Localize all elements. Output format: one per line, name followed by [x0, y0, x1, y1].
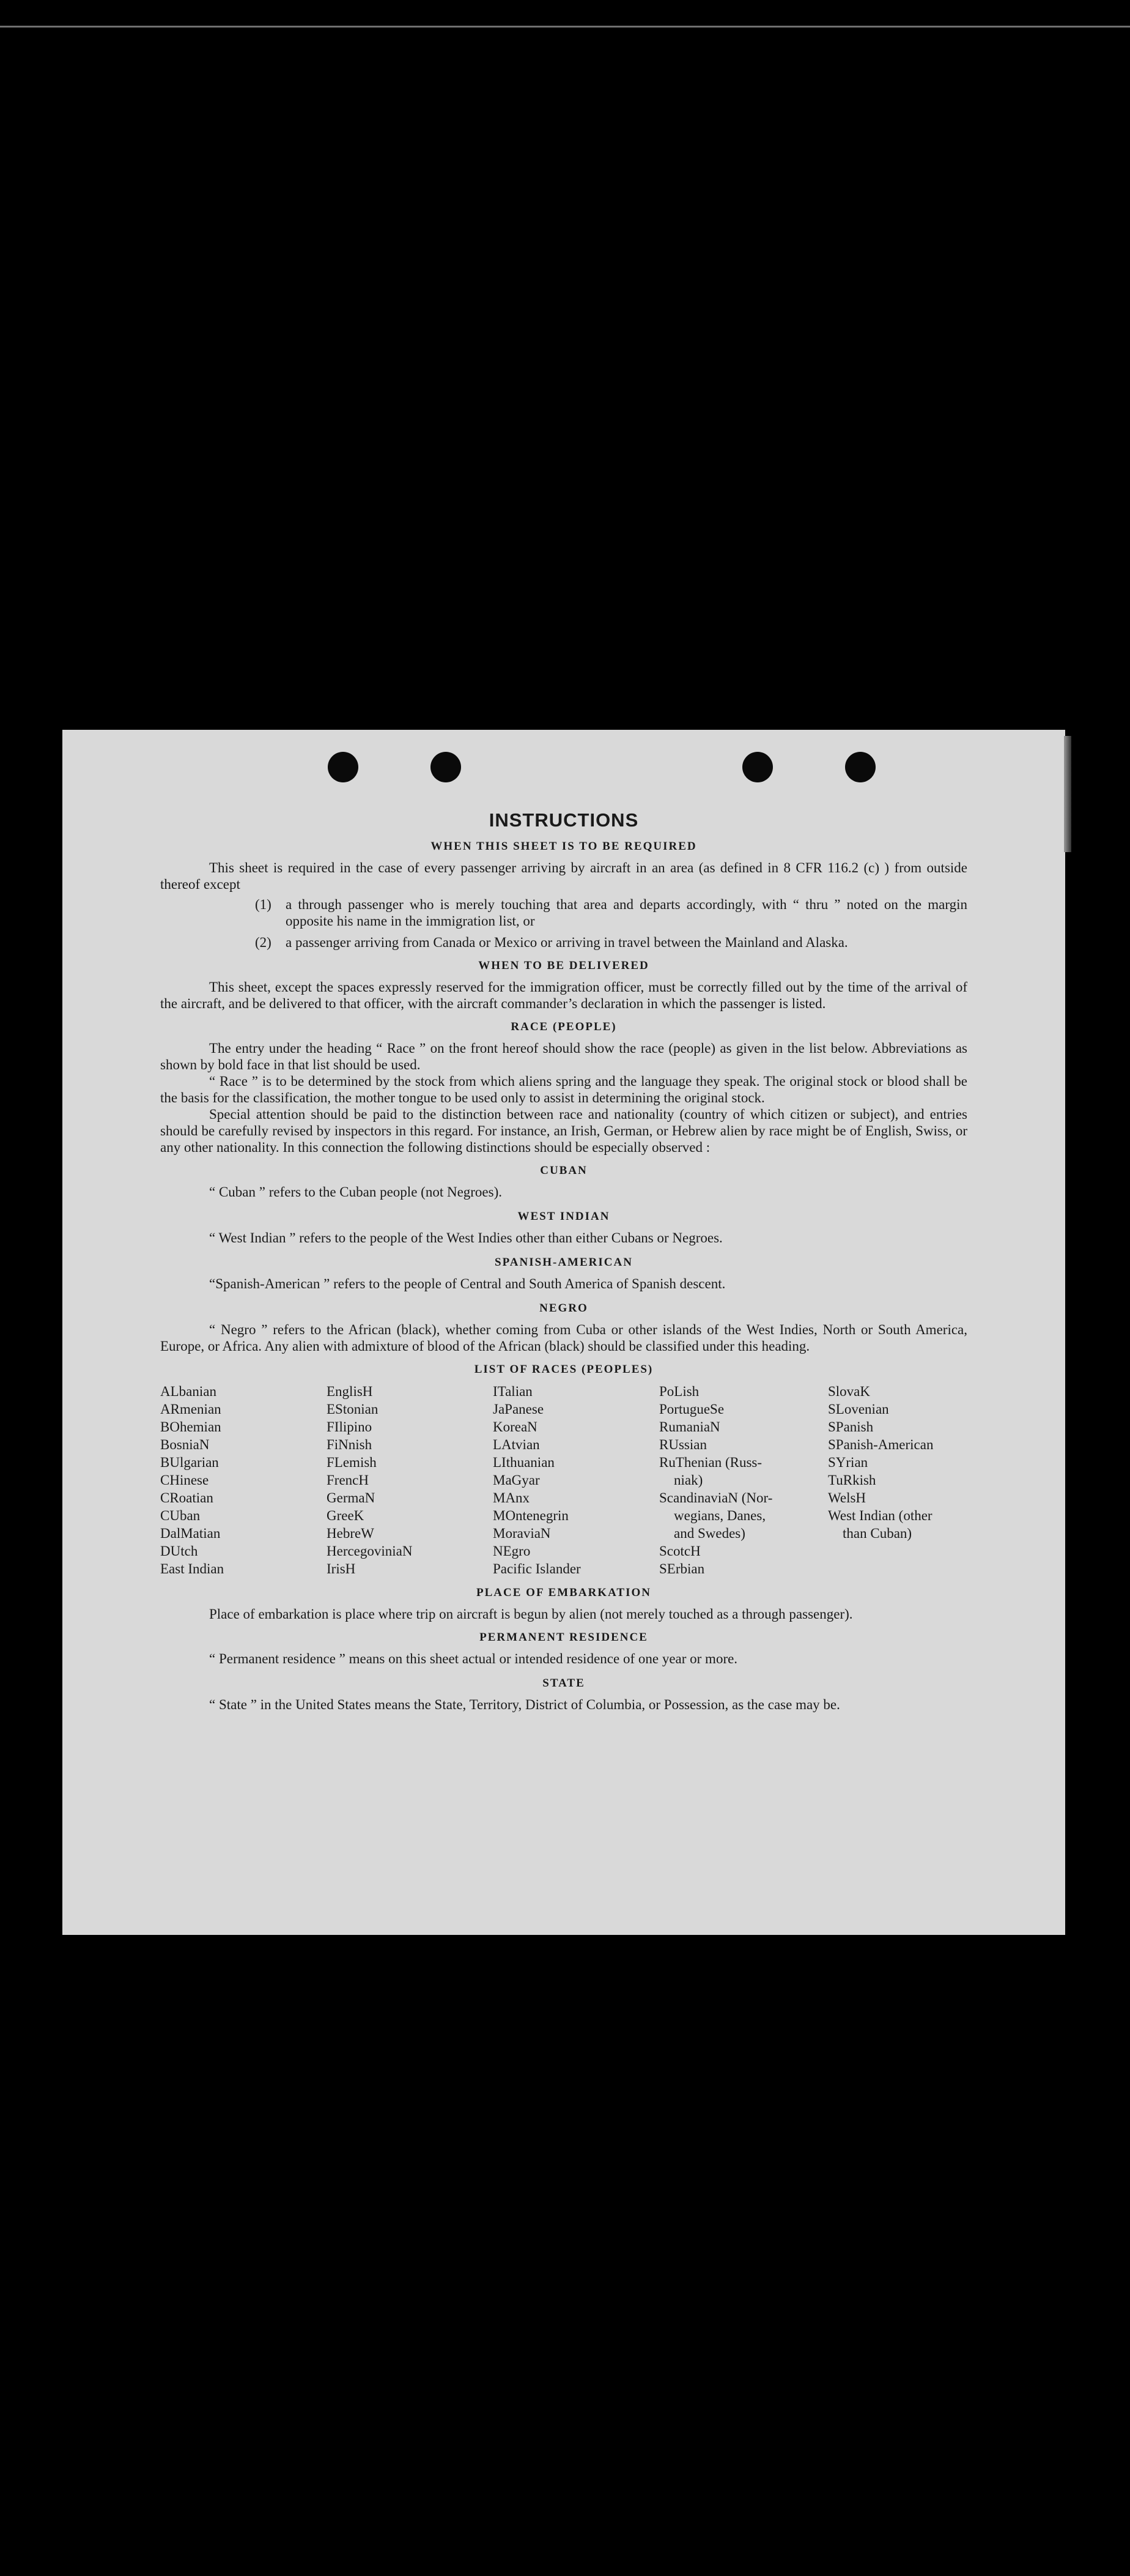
sheet-edge-shadow [1064, 736, 1071, 852]
race-entry: than Cuban) [843, 1526, 912, 1541]
race-entry: MAnx [493, 1490, 530, 1505]
when-delivered-text: This sheet, except the spaces expressly reserved for the immigration officer, must be correctly filled out by the time of the arrival of the aircraft, and be delivered to that officer, with the aircraft commander’s declaration in which the passenger is listed. [160, 979, 967, 1011]
race-entry: HercegoviniaN [327, 1543, 413, 1559]
race-entry: MaGyar [493, 1472, 540, 1488]
heading-list-of-races: LIST OF RACES (PEOPLES) [474, 1363, 654, 1376]
race-entry: FrencH [327, 1472, 369, 1488]
race-entry: LAtvian [493, 1437, 540, 1452]
when-required-intro: This sheet is required in the case of every passenger arriving by aircraft in an area (as defined in 8 CFR 116.2 (c) ) from outside thereof except [160, 860, 967, 892]
embarkation-text: Place of embarkation is place where trip on aircraft is begun by alien (not merely touched as a through passenger). [209, 1606, 853, 1622]
state-text: “ State ” in the United States means the State, Territory, District of Columbia, or Possession, as the case may be. [209, 1697, 840, 1712]
heading-spanish-american: SPANISH-AMERICAN [495, 1256, 633, 1269]
west-indian-text: “ West Indian ” refers to the people of the West Indies other than either Cubans or Negroes. [209, 1230, 723, 1245]
heading-state: STATE [542, 1677, 585, 1690]
exception-item [255, 896, 967, 929]
race-entry: RuThenian (Russ- [659, 1455, 763, 1470]
race-entry: ARmenian [160, 1401, 221, 1417]
negro-text: “ Negro ” refers to the African (black), whether coming from Cuba or other islands of the West Indies, North or South America, Europe, or Africa. Any alien with admixture of blood of the African (black) should be classified under this heading. [160, 1322, 967, 1354]
exception-item [255, 934, 967, 951]
heading-west-indian: WEST INDIAN [517, 1210, 610, 1223]
race-entry: ScotcH [659, 1543, 701, 1559]
races-column [493, 1383, 659, 1578]
race-entry: JaPanese [493, 1401, 544, 1417]
races-column [160, 1383, 327, 1578]
race-entry: GermaN [327, 1490, 375, 1505]
race-entry: DUtch [160, 1543, 198, 1559]
race-entry: MoraviaN [493, 1526, 551, 1541]
race-entry: SPanish-American [828, 1437, 934, 1452]
race-entry: and Swedes) [674, 1526, 745, 1541]
document-title: INSTRUCTIONS [489, 809, 639, 831]
race-entry: ITalian [493, 1384, 533, 1399]
race-entry: niak) [674, 1472, 703, 1488]
heading-when-required: WHEN THIS SHEET IS TO BE REQUIRED [430, 840, 697, 853]
race-entry: RumaniaN [659, 1419, 720, 1435]
race-entry: IrisH [327, 1561, 356, 1576]
races-column [659, 1383, 828, 1578]
race-paragraph: Special attention should be paid to the distinction between race and nationality (country of which citizen or subject), and entries should be carefully revised by inspectors in this regard. For instance, an Irish, German, or Hebrew alien by race might be of English, Swiss, or any other nationality. In this connection the following distinctions should be especially observed : [160, 1107, 967, 1155]
race-entry: RUssian [659, 1437, 707, 1452]
punch-hole [430, 752, 461, 782]
race-entry: TuRkish [828, 1472, 876, 1488]
race-entry: LIthuanian [493, 1455, 555, 1470]
top-rule [0, 26, 1130, 28]
race-entry: PortugueSe [659, 1401, 725, 1417]
residence-text: “ Permanent residence ” means on this sheet actual or intended residence of one year or more. [209, 1651, 738, 1666]
race-paragraph: “ Race ” is to be determined by the stock from which aliens spring and the language they speak. The original stock or blood shall be the basis for the classification, the mother tongue to be used only to assist in determining the original stock. [160, 1074, 967, 1105]
punch-hole [845, 752, 876, 782]
heading-cuban: CUBAN [540, 1164, 588, 1177]
race-entry: KoreaN [493, 1419, 537, 1435]
race-entry: SErbian [659, 1561, 705, 1576]
punch-hole [742, 752, 773, 782]
race-entry: EStonian [327, 1401, 379, 1417]
race-entry: SLovenian [828, 1401, 889, 1417]
race-entry: BUlgarian [160, 1455, 219, 1470]
race-entry: WelsH [828, 1490, 866, 1505]
races-column [828, 1383, 967, 1578]
race-entry: wegians, Danes, [674, 1508, 766, 1523]
punch-hole [328, 752, 358, 782]
heading-negro: NEGRO [539, 1302, 588, 1315]
race-entry: BosniaN [160, 1437, 210, 1452]
race-entry: CRoatian [160, 1490, 213, 1505]
race-entry: ALbanian [160, 1384, 216, 1399]
heading-when-delivered: WHEN TO BE DELIVERED [478, 959, 649, 972]
races-list [160, 1383, 967, 1578]
race-entry: SlovaK [828, 1384, 870, 1399]
heading-race: RACE (PEOPLE) [511, 1020, 617, 1033]
races-column [327, 1383, 493, 1578]
exception-text: a through passenger who is merely touching that area and departs accordingly, with “ thru ” noted on the margin opposite his name in the immigration list, or [286, 897, 967, 929]
race-entry: CUban [160, 1508, 201, 1523]
race-entry: EnglisH [327, 1384, 373, 1399]
race-entry: SYrian [828, 1455, 868, 1470]
race-entry: DalMatian [160, 1526, 221, 1541]
race-entry: FiNnish [327, 1437, 372, 1452]
race-entry: PoLish [659, 1384, 700, 1399]
race-entry: FLemish [327, 1455, 377, 1470]
exception-text: a passenger arriving from Canada or Mexico or arriving in travel between the Mainland and Alaska. [286, 935, 848, 950]
exception-number: (2) [255, 935, 271, 950]
spanish-american-text: “Spanish-American ” refers to the people of Central and South America of Spanish descent. [209, 1276, 726, 1291]
race-entry: BOhemian [160, 1419, 221, 1435]
race-entry: CHinese [160, 1472, 209, 1488]
race-entry: SPanish [828, 1419, 874, 1435]
race-entry: West Indian (other [828, 1508, 932, 1523]
exception-number: (1) [255, 897, 271, 912]
instruction-sheet [62, 730, 1065, 1935]
heading-embarkation: PLACE OF EMBARKATION [476, 1586, 651, 1599]
race-entry: NEgro [493, 1543, 531, 1559]
race-entry: FIlipino [327, 1419, 372, 1435]
race-entry: HebreW [327, 1526, 374, 1541]
race-paragraph: The entry under the heading “ Race ” on the front hereof should show the race (people) as given in the list below. Abbreviations as shown by bold face in that list should be used. [160, 1041, 967, 1072]
race-entry: GreeK [327, 1508, 364, 1523]
cuban-text: “ Cuban ” refers to the Cuban people (not Negroes). [209, 1184, 503, 1200]
race-entry: MOntenegrin [493, 1508, 569, 1523]
race-entry: East Indian [160, 1561, 224, 1576]
race-entry: ScandinaviaN (Nor- [659, 1490, 773, 1505]
heading-residence: PERMANENT RESIDENCE [479, 1631, 648, 1644]
race-entry: Pacific Islander [493, 1561, 581, 1576]
